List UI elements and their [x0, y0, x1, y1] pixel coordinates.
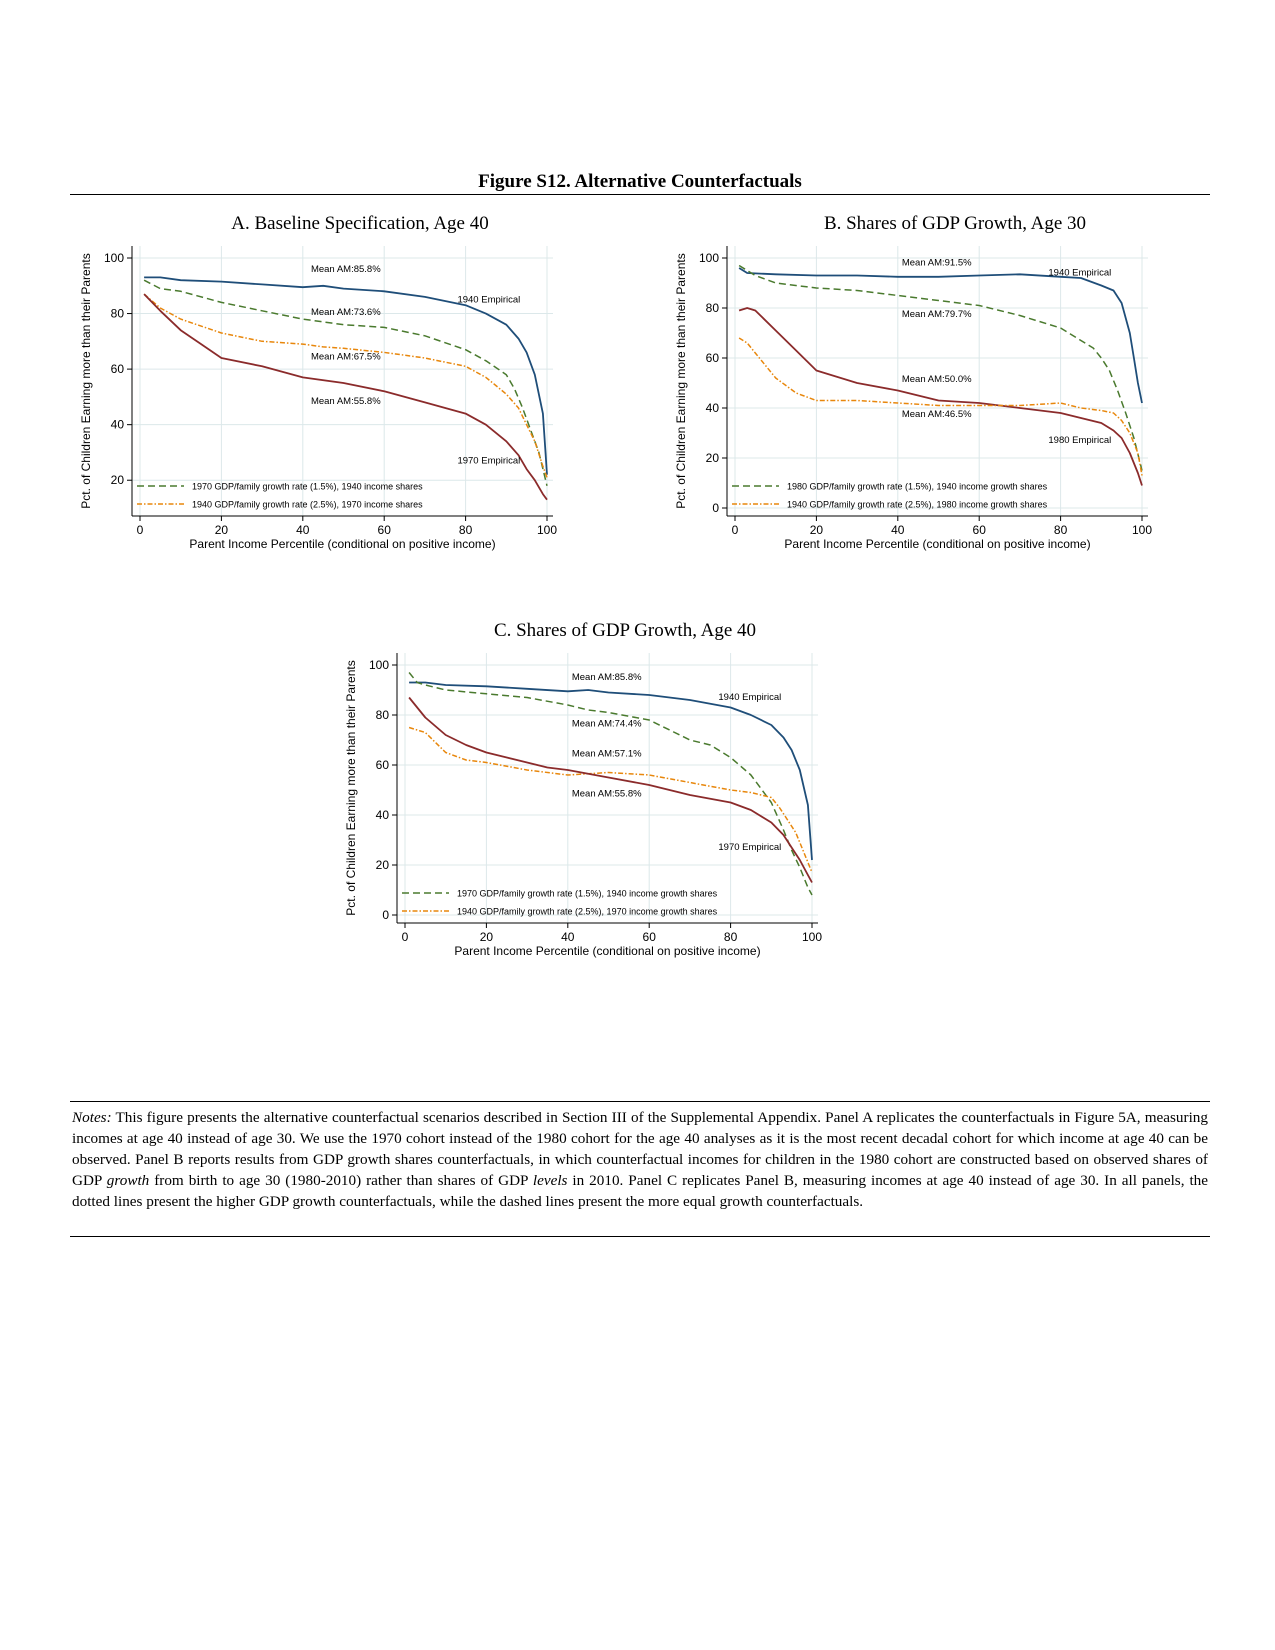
- panel-b-y-tick-label: 100: [698, 251, 719, 265]
- panel-b-series-solid-line: [739, 308, 1142, 486]
- panel-b-annotation: 1940 Empirical: [1048, 267, 1112, 279]
- panel-c-x-tick-label: 0: [401, 930, 409, 944]
- panel-c-legend-label: 1970 GDP/family growth rate (1.5%), 1940 income growth shares: [457, 888, 718, 899]
- panel-c-x-tick-label: 80: [723, 930, 738, 944]
- panel-a-legend-label: 1970 GDP/family growth rate (1.5%), 1940 income shares: [192, 481, 423, 492]
- panel-a-annotation: Mean AM:73.6%: [310, 306, 381, 318]
- notes-bottom-rule: [70, 1236, 1210, 1237]
- panel-b-svg: [665, 208, 1205, 588]
- panel-c-y-axis-label: Pct. of Children Earning more than their Parents: [344, 660, 358, 916]
- notes-growth-word: growth: [106, 1172, 150, 1189]
- panel-b-annotation: Mean AM:91.5%: [901, 257, 972, 269]
- panel-c-svg: [335, 615, 875, 995]
- figure-notes: [72, 1107, 1208, 1212]
- panel-a-x-tick-label: 0: [136, 523, 144, 537]
- panel-b-legend-label: 1940 GDP/family growth rate (2.5%), 1980 income growth shares: [787, 499, 1048, 510]
- panel-c-y-tick-label: 40: [375, 808, 389, 822]
- panel-c-x-axis-label: Parent Income Percentile (conditional on positive income): [454, 944, 761, 958]
- notes-label: Notes:: [72, 1109, 112, 1126]
- panel-a-annotation: Mean AM:67.5%: [310, 351, 381, 363]
- panel-b-x-axis-label: Parent Income Percentile (conditional on positive income): [784, 537, 1091, 551]
- panel-a-series-dotted-line: [144, 294, 547, 477]
- panel-c-x-tick-label: 100: [801, 930, 823, 944]
- panel-c-chart: [335, 615, 875, 995]
- panel-c-annotation: 1970 Empirical: [718, 842, 782, 853]
- panel-a-x-tick-label: 100: [536, 523, 558, 537]
- panel-b-annotation: 1980 Empirical: [1048, 435, 1112, 446]
- panel-a-y-axis-label: Pct. of Children Earning more than their Parents: [79, 253, 93, 509]
- panel-b-annotation: Mean AM:79.7%: [901, 308, 972, 320]
- panel-b-y-axis-label: Pct. of Children Earning more than their Parents: [674, 253, 688, 509]
- panel-c-legend-label: 1940 GDP/family growth rate (2.5%), 1970 income growth shares: [457, 906, 718, 917]
- panel-b-series-dotted-line: [739, 338, 1142, 476]
- panel-c-y-tick-label: 100: [368, 658, 389, 672]
- panel-c-x-tick-label: 40: [561, 930, 575, 944]
- panel-a-y-tick-label: 20: [110, 473, 124, 488]
- panel-c-x-tick-label: 20: [479, 930, 494, 944]
- panel-a-legend-label: 1940 GDP/family growth rate (2.5%), 1970 income shares: [192, 499, 423, 510]
- notes-top-rule: [70, 1101, 1210, 1102]
- panel-b-x-tick-label: 60: [972, 523, 986, 537]
- panel-c-y-tick-label: 0: [382, 908, 389, 922]
- notes-text-1: This figure presents the alternative counterfactual scenarios described in Section III of the Supplemental Appendix. Panel A replicates the counterfactuals in Figure 5A, measuring incomes at age 40 instead of age 30. We use the 1970 cohort instead of the 1980 cohort for the age 40 analyses as it is the most recent decadal cohort for which income at age 40 can be observed. Panel B reports results from GDP growth shares counterfactuals, in which counterfactual incomes for children in the 1980 cohort are constructed based on observed shares of GDP: [72, 1109, 1208, 1189]
- panel-c-annotation: Mean AM:57.1%: [571, 748, 642, 760]
- panel-b-y-tick-label: 0: [712, 501, 719, 515]
- panel-b-x-tick-label: 20: [809, 523, 824, 537]
- figure-title: Figure S12. Alternative Counterfactuals: [478, 171, 802, 192]
- panel-b-annotation: Mean AM:46.5%: [901, 408, 972, 420]
- panel-c-title: C. Shares of GDP Growth, Age 40: [493, 620, 757, 641]
- panel-a-x-tick-label: 20: [214, 523, 229, 537]
- panel-a-y-tick-label: 100: [103, 251, 124, 265]
- panel-b-y-tick-label: 40: [705, 401, 719, 415]
- panel-c-annotation: 1940 Empirical: [718, 692, 782, 703]
- panel-c-annotation: Mean AM:85.8%: [571, 672, 642, 683]
- panel-b-x-tick-label: 40: [891, 523, 905, 537]
- panel-b-y-tick-label: 20: [705, 451, 719, 465]
- panel-b-y-tick-label: 60: [705, 351, 719, 365]
- panel-a-y-tick-label: 80: [110, 306, 124, 321]
- panel-a-x-tick-label: 60: [377, 523, 391, 537]
- panel-a-y-tick-label: 40: [110, 417, 124, 432]
- panel-b-x-tick-label: 0: [731, 523, 739, 537]
- panel-a-annotation: Mean AM:55.8%: [310, 395, 381, 407]
- panel-a-annotation: Mean AM:85.8%: [310, 263, 381, 275]
- panel-a-svg: [70, 208, 610, 588]
- panel-c-annotation: Mean AM:74.4%: [571, 718, 642, 730]
- notes-levels-word: levels: [532, 1172, 568, 1189]
- top-rule: [70, 194, 1210, 195]
- panel-c-y-tick-label: 60: [375, 758, 389, 772]
- panel-b-chart: [665, 208, 1205, 588]
- panel-b-x-tick-label: 100: [1131, 523, 1153, 537]
- panel-a-chart: [70, 208, 610, 588]
- panel-c-y-tick-label: 20: [375, 858, 389, 872]
- panel-a-annotation: 1940 Empirical: [457, 294, 521, 306]
- panel-c-series-dashed-line: [409, 673, 812, 896]
- panel-c-series-solid-line: [409, 683, 812, 861]
- panel-c-y-tick-label: 80: [375, 708, 389, 722]
- panel-b-legend-label: 1980 GDP/family growth rate (1.5%), 1940 income growth shares: [787, 481, 1048, 492]
- panel-a-x-axis-label: Parent Income Percentile (conditional on positive income): [189, 537, 496, 551]
- panel-b-y-tick-label: 80: [705, 301, 719, 315]
- notes-text-2: from birth to age 30 (1980-2010) rather than shares of GDP: [149, 1172, 533, 1189]
- panel-a-y-tick-label: 60: [110, 362, 124, 377]
- panel-c-annotation: Mean AM:55.8%: [571, 788, 642, 800]
- notes-text-3: in 2010. Panel C replicates Panel B, measuring incomes at age 40 instead of age 30. In all panels, the dotted lines present the higher GDP growth counterfactuals, while the dashed lines present the more equal growth counterfactuals.: [72, 1172, 1208, 1210]
- panel-b-title: B. Shares of GDP Growth, Age 30: [823, 213, 1087, 234]
- panel-a-x-tick-label: 80: [458, 523, 473, 537]
- panel-b-annotation: Mean AM:50.0%: [901, 373, 972, 385]
- panel-a-title: A. Baseline Specification, Age 40: [231, 213, 489, 234]
- panel-a-annotation: 1970 Empirical: [457, 455, 521, 467]
- panel-c-x-tick-label: 60: [642, 930, 656, 944]
- panel-a-x-tick-label: 40: [296, 523, 310, 537]
- panel-b-x-tick-label: 80: [1053, 523, 1068, 537]
